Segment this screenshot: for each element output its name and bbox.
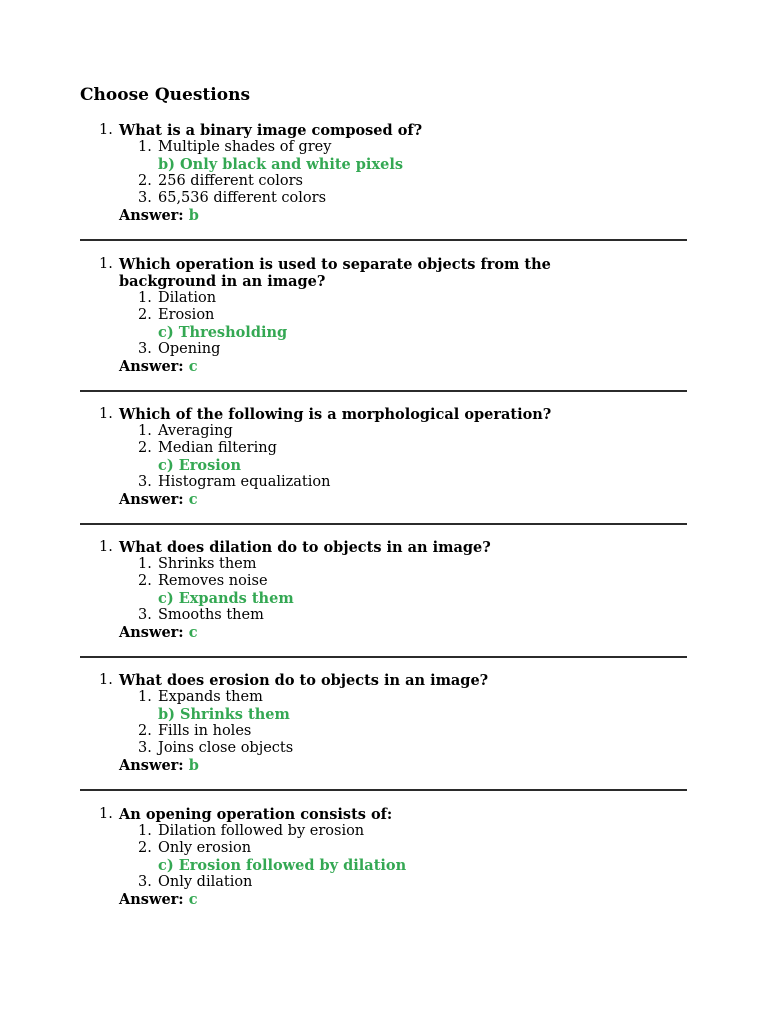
option-text: c) Expands them [158, 590, 294, 607]
question-number: 1. [99, 406, 113, 422]
question-line [99, 539, 599, 556]
option-correct [158, 156, 403, 173]
option-correct [158, 590, 294, 607]
answer-value: b [188, 757, 199, 774]
answer-label: Answer: [119, 491, 184, 508]
option-item [138, 607, 264, 624]
option-item [138, 190, 326, 207]
answer-value: b [188, 207, 199, 224]
option-number: 2. [138, 723, 152, 739]
option-text: Dilation followed by erosion [158, 823, 365, 839]
option-correct [158, 706, 290, 723]
option-item [138, 740, 293, 757]
question-text: An opening operation consists of: [119, 806, 393, 823]
option-item [138, 139, 331, 156]
question-text: What does dilation do to objects in an image? [119, 539, 491, 556]
question-line [99, 122, 599, 139]
question-number: 1. [99, 539, 113, 555]
option-number: 1. [138, 689, 152, 705]
option-number: 3. [138, 474, 152, 490]
option-text: 65,536 different colors [158, 190, 327, 206]
option-item [138, 290, 216, 307]
option-number: 2. [138, 173, 152, 189]
question-number: 1. [99, 122, 113, 138]
option-text: Dilation [158, 290, 217, 306]
answer-value: c [188, 624, 198, 641]
option-number: 3. [138, 874, 152, 890]
answer-line [119, 358, 198, 375]
question-number: 1. [99, 256, 113, 272]
option-text: Opening [158, 341, 221, 357]
option-item [138, 840, 251, 857]
answer-line [119, 624, 198, 641]
answer-value: c [188, 358, 198, 375]
question-text: What is a binary image composed of? [119, 122, 423, 139]
option-correct [158, 324, 287, 341]
option-item [138, 823, 364, 840]
option-text: Histogram equalization [158, 474, 331, 490]
option-text: c) Thresholding [158, 324, 288, 341]
question-line [99, 806, 599, 823]
option-text: Expands them [158, 689, 263, 705]
question-number: 1. [99, 672, 113, 688]
option-number: 1. [138, 556, 152, 572]
option-number: 1. [138, 823, 152, 839]
option-number: 3. [138, 607, 152, 623]
option-number: 3. [138, 740, 152, 756]
option-item [138, 173, 303, 190]
option-item [138, 556, 257, 573]
option-number: 2. [138, 840, 152, 856]
question-number: 1. [99, 806, 113, 822]
option-number: 1. [138, 290, 152, 306]
divider [80, 656, 687, 658]
option-item [138, 573, 268, 590]
option-number: 3. [138, 341, 152, 357]
option-text: Fills in holes [158, 723, 252, 739]
option-number: 2. [138, 440, 152, 456]
answer-line [119, 757, 199, 774]
option-text: Median filtering [158, 440, 277, 456]
option-text: c) Erosion followed by dilation [158, 857, 407, 874]
answer-line [119, 207, 199, 224]
question-line [99, 672, 599, 689]
option-item [138, 723, 251, 740]
option-item [138, 307, 214, 324]
option-number: 2. [138, 573, 152, 589]
option-text: Only dilation [158, 874, 253, 890]
option-text: b) Only black and white pixels [158, 156, 403, 173]
option-text: c) Erosion [158, 457, 241, 474]
divider [80, 789, 687, 791]
option-item [138, 440, 277, 457]
answer-label: Answer: [119, 891, 184, 908]
option-correct [158, 857, 406, 874]
divider [80, 239, 687, 241]
answer-label: Answer: [119, 358, 184, 375]
question-text: Which operation is used to separate objects from the background in an image? [119, 256, 551, 290]
answer-label: Answer: [119, 207, 184, 224]
answer-label: Answer: [119, 624, 184, 641]
option-text: Only erosion [158, 840, 252, 856]
option-number: 1. [138, 139, 152, 155]
option-item [138, 474, 330, 491]
question-line [99, 256, 599, 290]
question-text: What does erosion do to objects in an image? [119, 672, 489, 689]
question-line [99, 406, 599, 423]
option-number: 2. [138, 307, 152, 323]
answer-value: c [188, 491, 198, 508]
divider [80, 523, 687, 525]
answer-value: c [188, 891, 198, 908]
option-correct [158, 457, 241, 474]
answer-line [119, 491, 198, 508]
option-text: Averaging [158, 423, 233, 439]
option-number: 3. [138, 190, 152, 206]
option-text: Shrinks them [158, 556, 257, 572]
question-text: Which of the following is a morphological operation? [119, 406, 552, 423]
option-text: Joins close objects [158, 740, 294, 756]
answer-line [119, 891, 198, 908]
option-item [138, 341, 220, 358]
option-item [138, 874, 252, 891]
option-number: 1. [138, 423, 152, 439]
option-text: Smooths them [158, 607, 264, 623]
option-text: Removes noise [158, 573, 268, 589]
divider [80, 390, 687, 392]
option-text: 256 different colors [158, 173, 303, 189]
option-text: Multiple shades of grey [158, 139, 332, 155]
answer-label: Answer: [119, 757, 184, 774]
option-item [138, 689, 263, 706]
option-text: Erosion [158, 307, 215, 323]
option-item [138, 423, 233, 440]
option-text: b) Shrinks them [158, 706, 290, 723]
page-title: Choose Questions [80, 85, 251, 105]
